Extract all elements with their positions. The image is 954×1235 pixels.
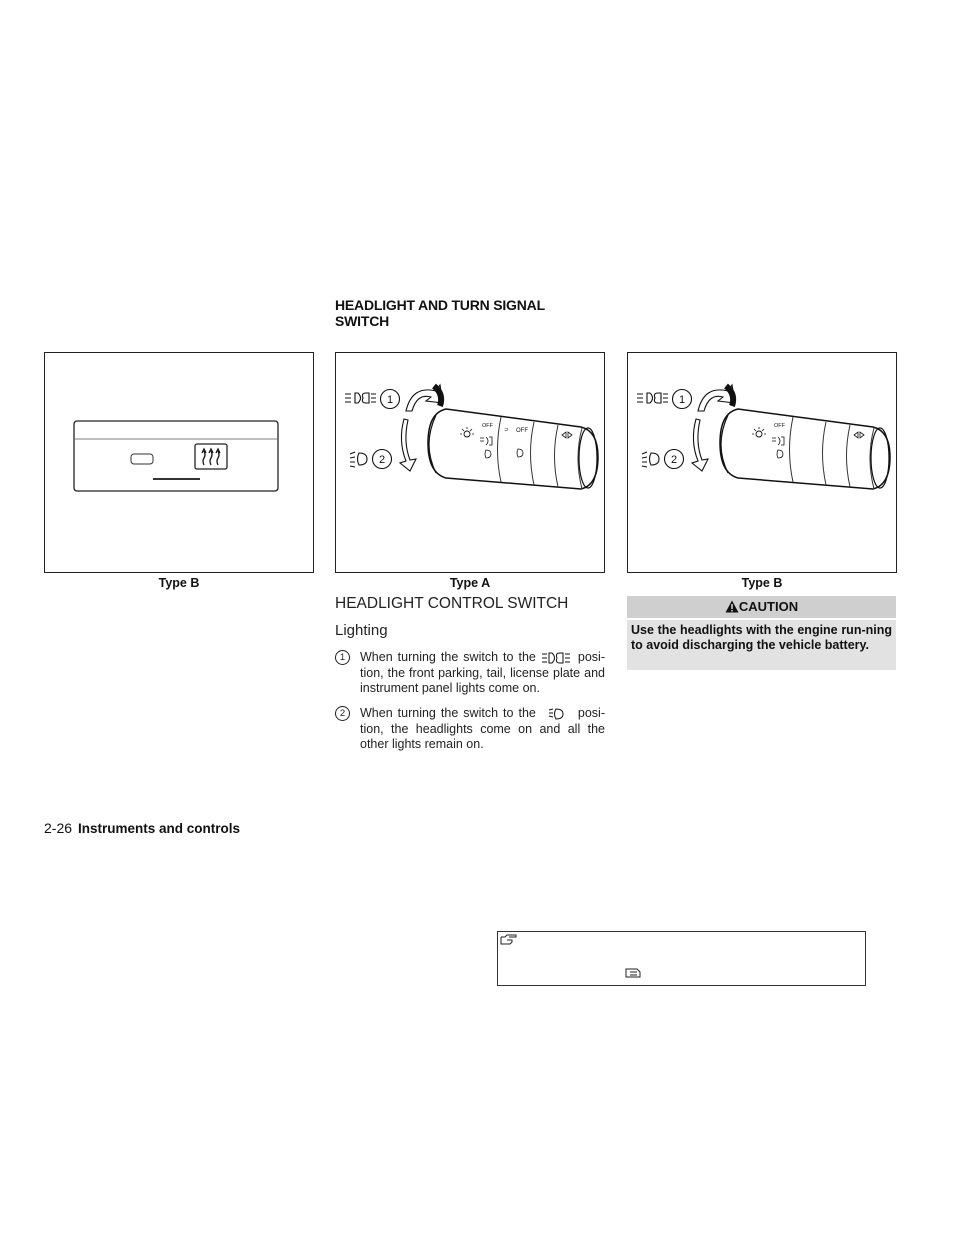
pointing-hand-icon (500, 934, 518, 946)
item-text-after: posi-tion, the headlights come on and all the other lights remain on. (360, 706, 605, 751)
item-text-before: When turning the switch to the (360, 650, 536, 664)
headlight-lever-illustration (336, 353, 604, 572)
page-number: 2-26 (44, 820, 73, 836)
svg-text:OFF: OFF (516, 428, 528, 434)
warning-triangle-icon (725, 600, 739, 613)
defroster-switch-illustration (45, 353, 313, 572)
lighting-subheading: Lighting (335, 622, 388, 639)
headlight-icon (642, 452, 659, 467)
reference-note-box (497, 931, 866, 986)
parking-light-icon (637, 393, 668, 403)
item-text-after: posi-tion, the front parking, tail, license plate and instrument panel lights come on. (360, 650, 605, 695)
figure-headlight-lever-type-b (627, 352, 897, 573)
headlight-lever-illustration (628, 353, 896, 572)
list-item (335, 650, 607, 700)
svg-text:OFF: OFF (482, 423, 493, 429)
item-number: 1 (335, 650, 350, 665)
page-footer (44, 820, 240, 836)
svg-text:OFF: OFF (774, 423, 785, 429)
pointing-hand-icon (625, 967, 643, 979)
parking-light-icon (541, 652, 573, 664)
svg-text:2: 2 (670, 454, 678, 466)
caution-text: Use the headlights with the engine run-ning to avoid discharging the vehicle battery. (627, 620, 896, 670)
svg-text:2: 2 (378, 454, 386, 466)
figure-caption: Type B (158, 576, 200, 590)
svg-text:1: 1 (678, 394, 686, 406)
headlight-icon (541, 708, 573, 720)
svg-text:1: 1 (386, 394, 394, 406)
figure-headlight-lever-type-a (335, 352, 605, 573)
section-title: HEADLIGHT AND TURN SIGNAL SWITCH (335, 297, 545, 329)
figure-caption: Type A (449, 576, 491, 590)
list-item (335, 706, 607, 756)
headlight-control-heading: HEADLIGHT CONTROL SWITCH (335, 595, 569, 612)
figure-defroster-switch (44, 352, 314, 573)
headlight-icon (350, 452, 367, 467)
figure-caption: Type B (741, 576, 783, 590)
chapter-title: Instruments and controls (78, 821, 241, 836)
svg-text:⊃: ⊃ (504, 427, 509, 433)
item-text-before: When turning the switch to the (360, 706, 536, 720)
caution-label: CAUTION (738, 599, 799, 614)
parking-light-icon (345, 393, 376, 403)
caution-header (627, 596, 896, 618)
item-number: 2 (335, 706, 350, 721)
